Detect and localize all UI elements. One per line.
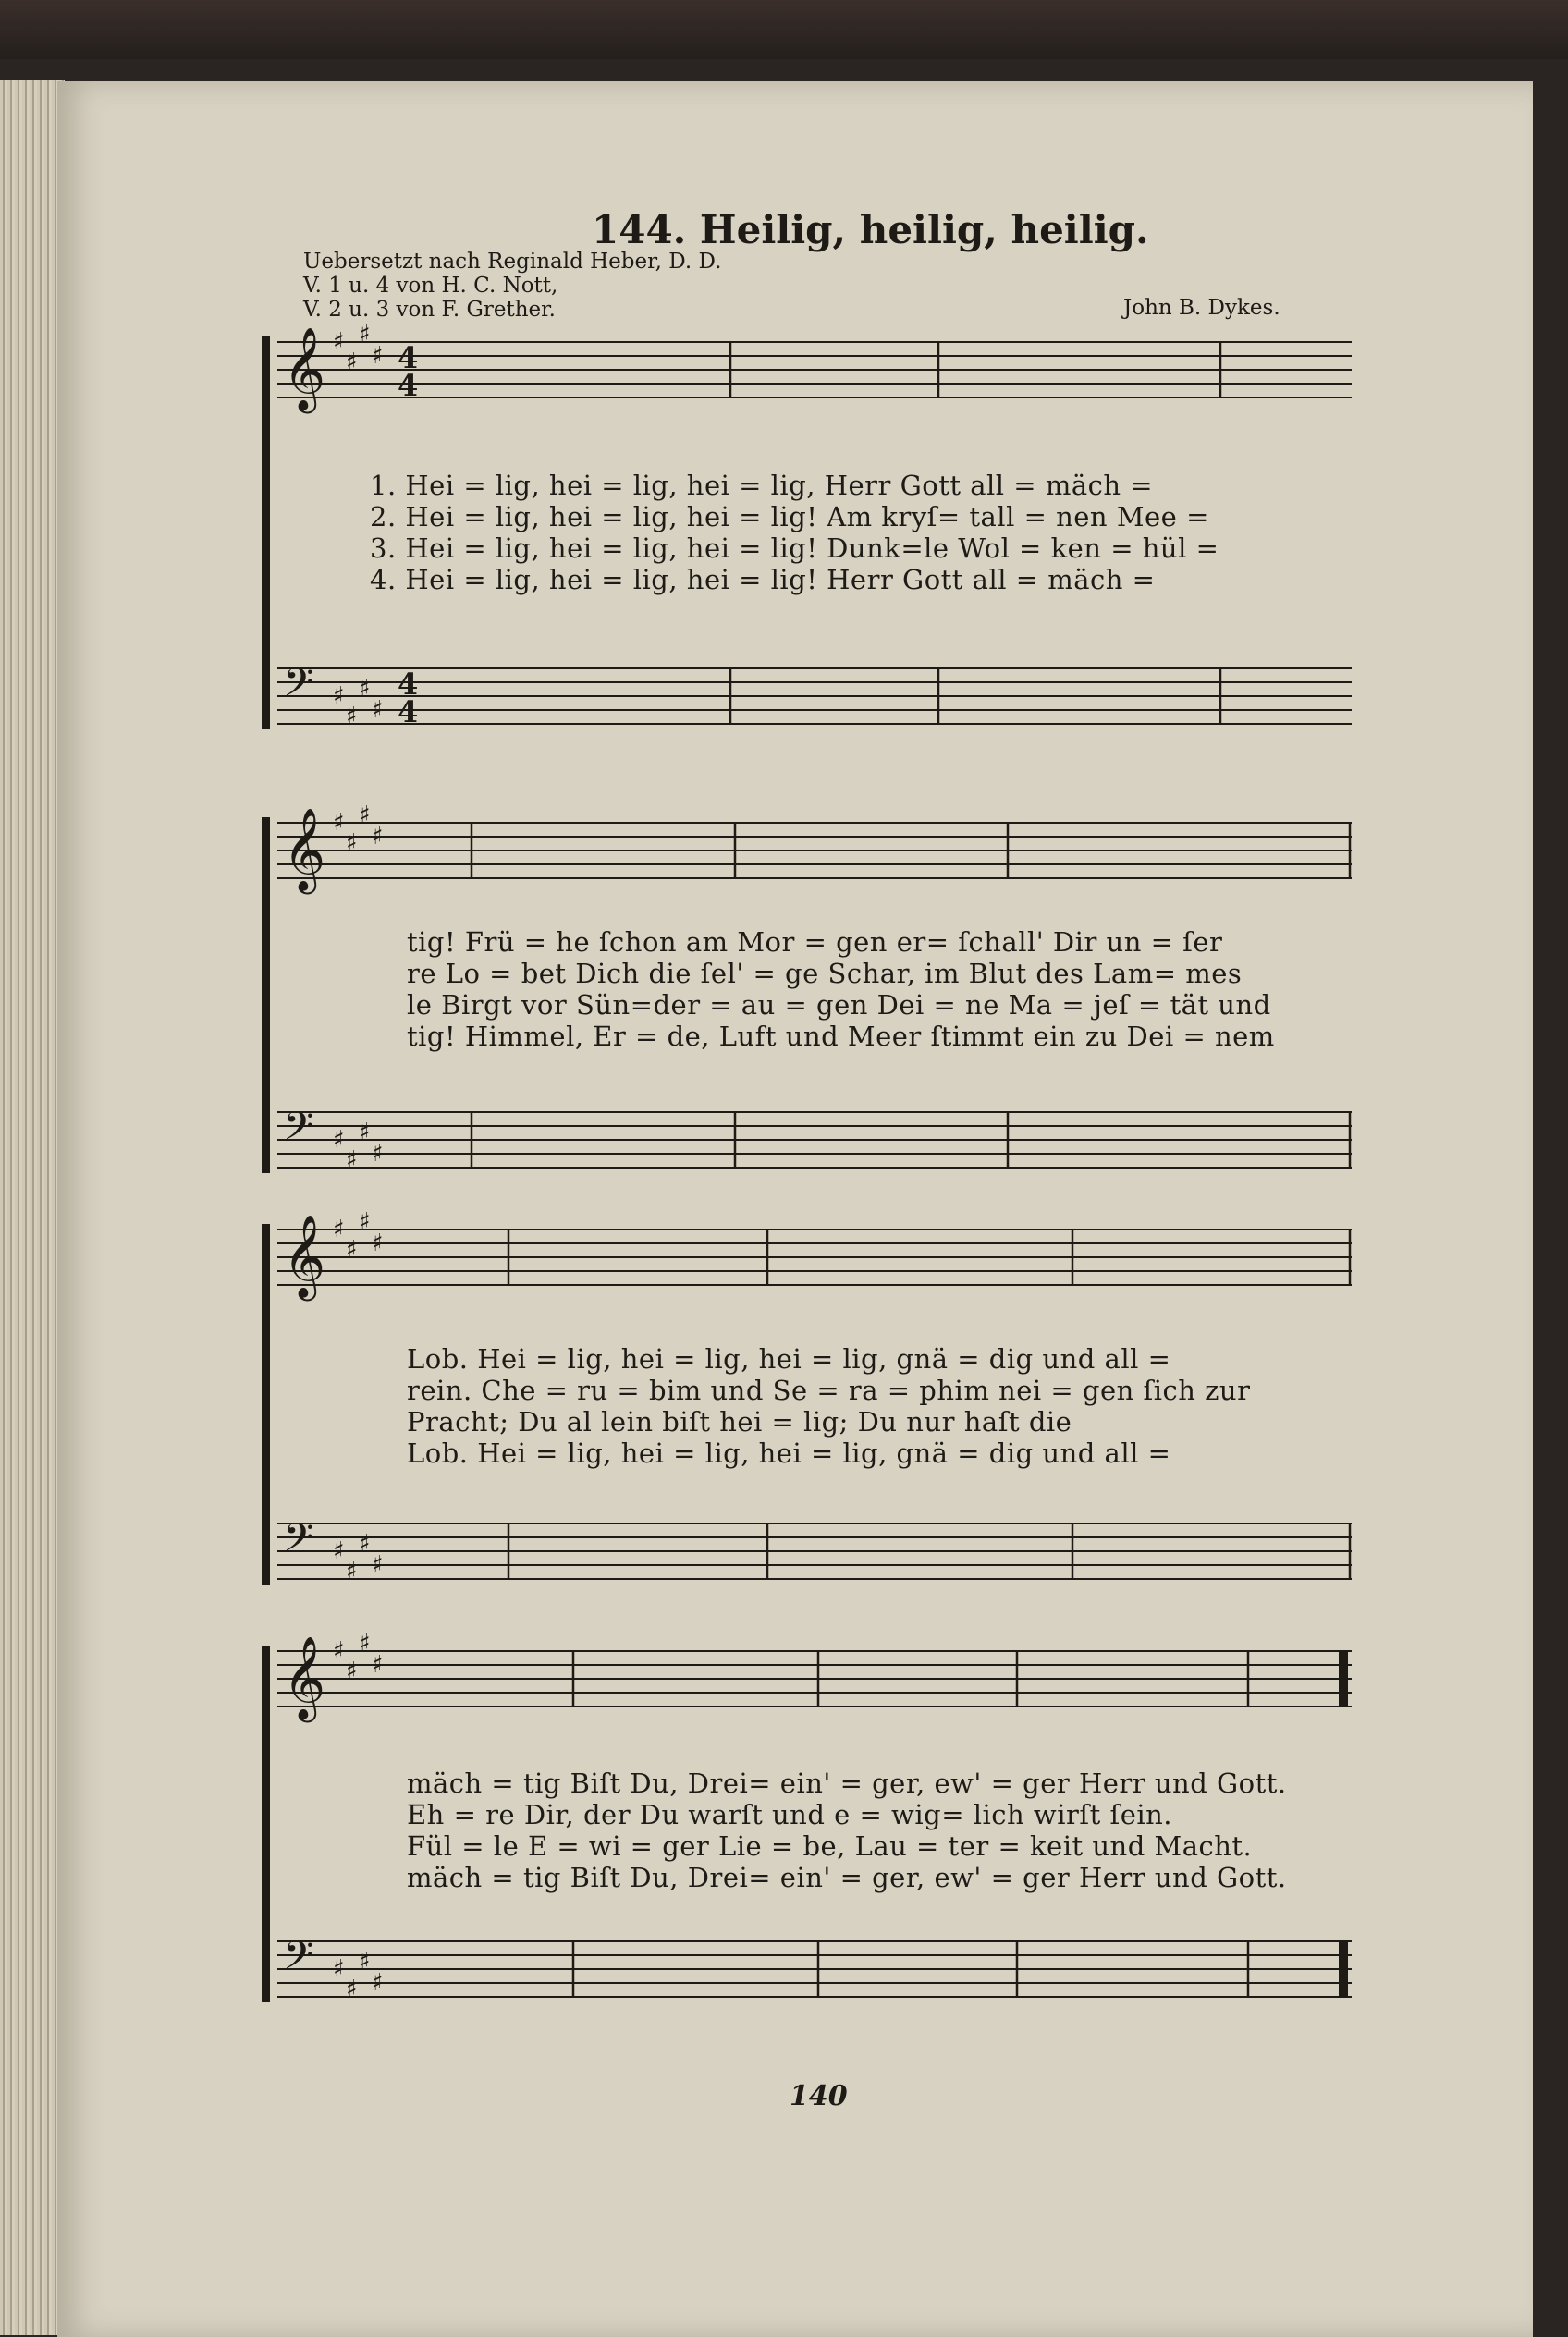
- treble-clef: 𝄞: [283, 1215, 326, 1298]
- sharp-sign: ♯: [333, 682, 345, 710]
- sharp-sign: ♯: [333, 328, 345, 356]
- bass-clef: 𝄢: [283, 1104, 314, 1159]
- sharp-sign: ♯: [333, 1637, 345, 1665]
- sharp-sign: ♯: [359, 1119, 371, 1146]
- lyric-line: 1. Hei = lig, hei = lig, hei = lig, Herr Gott all = mäch =: [370, 470, 1154, 501]
- lyric-line: re Lo = bet Dich die ſel' = ge Schar, im Blut des Lam= mes: [407, 958, 1243, 989]
- sharp-sign: ♯: [333, 1955, 345, 1983]
- sharp-sign: ♯: [346, 1976, 358, 2003]
- composer-credit: John B. Dykes.: [1123, 296, 1280, 320]
- time-signature: 4: [398, 667, 419, 702]
- bass-clef: 𝄢: [283, 1933, 314, 1988]
- verse-credit-1: V. 1 u. 4 von H. C. Nott,: [303, 274, 558, 298]
- lyric-line: mäch = tig Biſt Du, Drei= ein' = ger, ew' = ger Herr und Gott.: [407, 1862, 1287, 1893]
- bass-clef: 𝄢: [283, 1515, 314, 1571]
- lyric-line: tig! Himmel, Er = de, Luft und Meer ſtimmt ein zu Dei = nem: [407, 1021, 1275, 1052]
- lyric-line: 4. Hei = lig, hei = lig, hei = lig! Herr Gott all = mäch =: [370, 564, 1156, 595]
- page-number: 140: [790, 2080, 848, 2112]
- hymn-title: 144. Heilig, heilig, heilig.: [592, 207, 1149, 252]
- sharp-sign: ♯: [346, 703, 358, 730]
- lyric-line: 2. Hei = lig, hei = lig, hei = lig! Am kryſ= tall = nen Mee =: [370, 501, 1209, 532]
- sharp-sign: ♯: [346, 829, 358, 857]
- system-brace: [262, 336, 270, 729]
- sharp-sign: ♯: [359, 1630, 371, 1658]
- system-brace: [262, 817, 270, 1173]
- system-brace: [262, 1646, 270, 2002]
- sharp-sign: ♯: [333, 1537, 345, 1565]
- lyric-line: tig! Frü = he ſchon am Mor = gen er= ſchall' Dir un = ſer: [407, 926, 1223, 958]
- sharp-sign: ♯: [372, 1551, 384, 1579]
- sharp-sign: ♯: [346, 1658, 358, 1685]
- sharp-sign: ♯: [346, 1236, 358, 1264]
- sharp-sign: ♯: [372, 823, 384, 850]
- system-brace: [262, 1224, 270, 1585]
- sharp-sign: ♯: [333, 809, 345, 837]
- time-signature: 4: [398, 694, 419, 729]
- sharp-sign: ♯: [359, 1530, 371, 1558]
- sharp-sign: ♯: [346, 1146, 358, 1174]
- sharp-sign: ♯: [372, 1651, 384, 1679]
- sharp-sign: ♯: [359, 1948, 371, 1976]
- lyric-line: Fül = le E = wi = ger Lie = be, Lau = ter = keit und Macht.: [407, 1830, 1253, 1862]
- sharp-sign: ♯: [333, 1126, 345, 1154]
- sharp-sign: ♯: [359, 801, 371, 829]
- treble-clef: 𝄞: [283, 327, 326, 410]
- sharp-sign: ♯: [359, 321, 371, 349]
- sharp-sign: ♯: [372, 342, 384, 370]
- lyric-line: Lob. Hei = lig, hei = lig, hei = lig, gnä = dig und all =: [407, 1438, 1171, 1469]
- lyric-line: rein. Che = ru = bim und Se = ra = phim nei = gen ſich zur: [407, 1375, 1251, 1406]
- sharp-sign: ♯: [346, 349, 358, 376]
- lyric-line: Lob. Hei = lig, hei = lig, hei = lig, gnä = dig und all =: [407, 1343, 1171, 1375]
- lyric-line: mäch = tig Biſt Du, Drei= ein' = ger, ew' = ger Herr und Gott.: [407, 1768, 1287, 1799]
- lyric-line: 3. Hei = lig, hei = lig, hei = lig! Dunk=le Wol = ken = hül =: [370, 532, 1219, 564]
- sharp-sign: ♯: [346, 1558, 358, 1585]
- sharp-sign: ♯: [372, 1969, 384, 1997]
- time-signature: 4: [398, 368, 419, 403]
- lyric-line: Eh = re Dir, der Du warſt und e = wig= lich wirſt ſein.: [407, 1799, 1173, 1830]
- sharp-sign: ♯: [359, 1208, 371, 1236]
- verse-credit-2: V. 2 u. 3 von F. Grether.: [303, 298, 556, 322]
- final-bar-line: [1339, 1941, 1348, 1997]
- sharp-sign: ♯: [372, 1230, 384, 1257]
- final-bar-line: [1339, 1651, 1348, 1707]
- time-signature: 4: [398, 340, 419, 375]
- sharp-sign: ♯: [372, 1140, 384, 1168]
- lyric-line: Pracht; Du al lein biſt hei = lig; Du nur haſt die: [407, 1406, 1072, 1438]
- treble-clef: 𝄞: [283, 808, 326, 891]
- sharp-sign: ♯: [333, 1216, 345, 1243]
- sharp-sign: ♯: [372, 696, 384, 724]
- sharp-sign: ♯: [359, 675, 371, 703]
- bass-clef: 𝄢: [283, 660, 314, 716]
- lyric-line: le Birgt vor Sün=der = au = gen Dei = ne Ma = jeſ = tät und: [407, 989, 1271, 1021]
- translation-credit: Uebersetzt nach Reginald Heber, D. D.: [303, 250, 722, 274]
- treble-clef: 𝄞: [283, 1636, 326, 1719]
